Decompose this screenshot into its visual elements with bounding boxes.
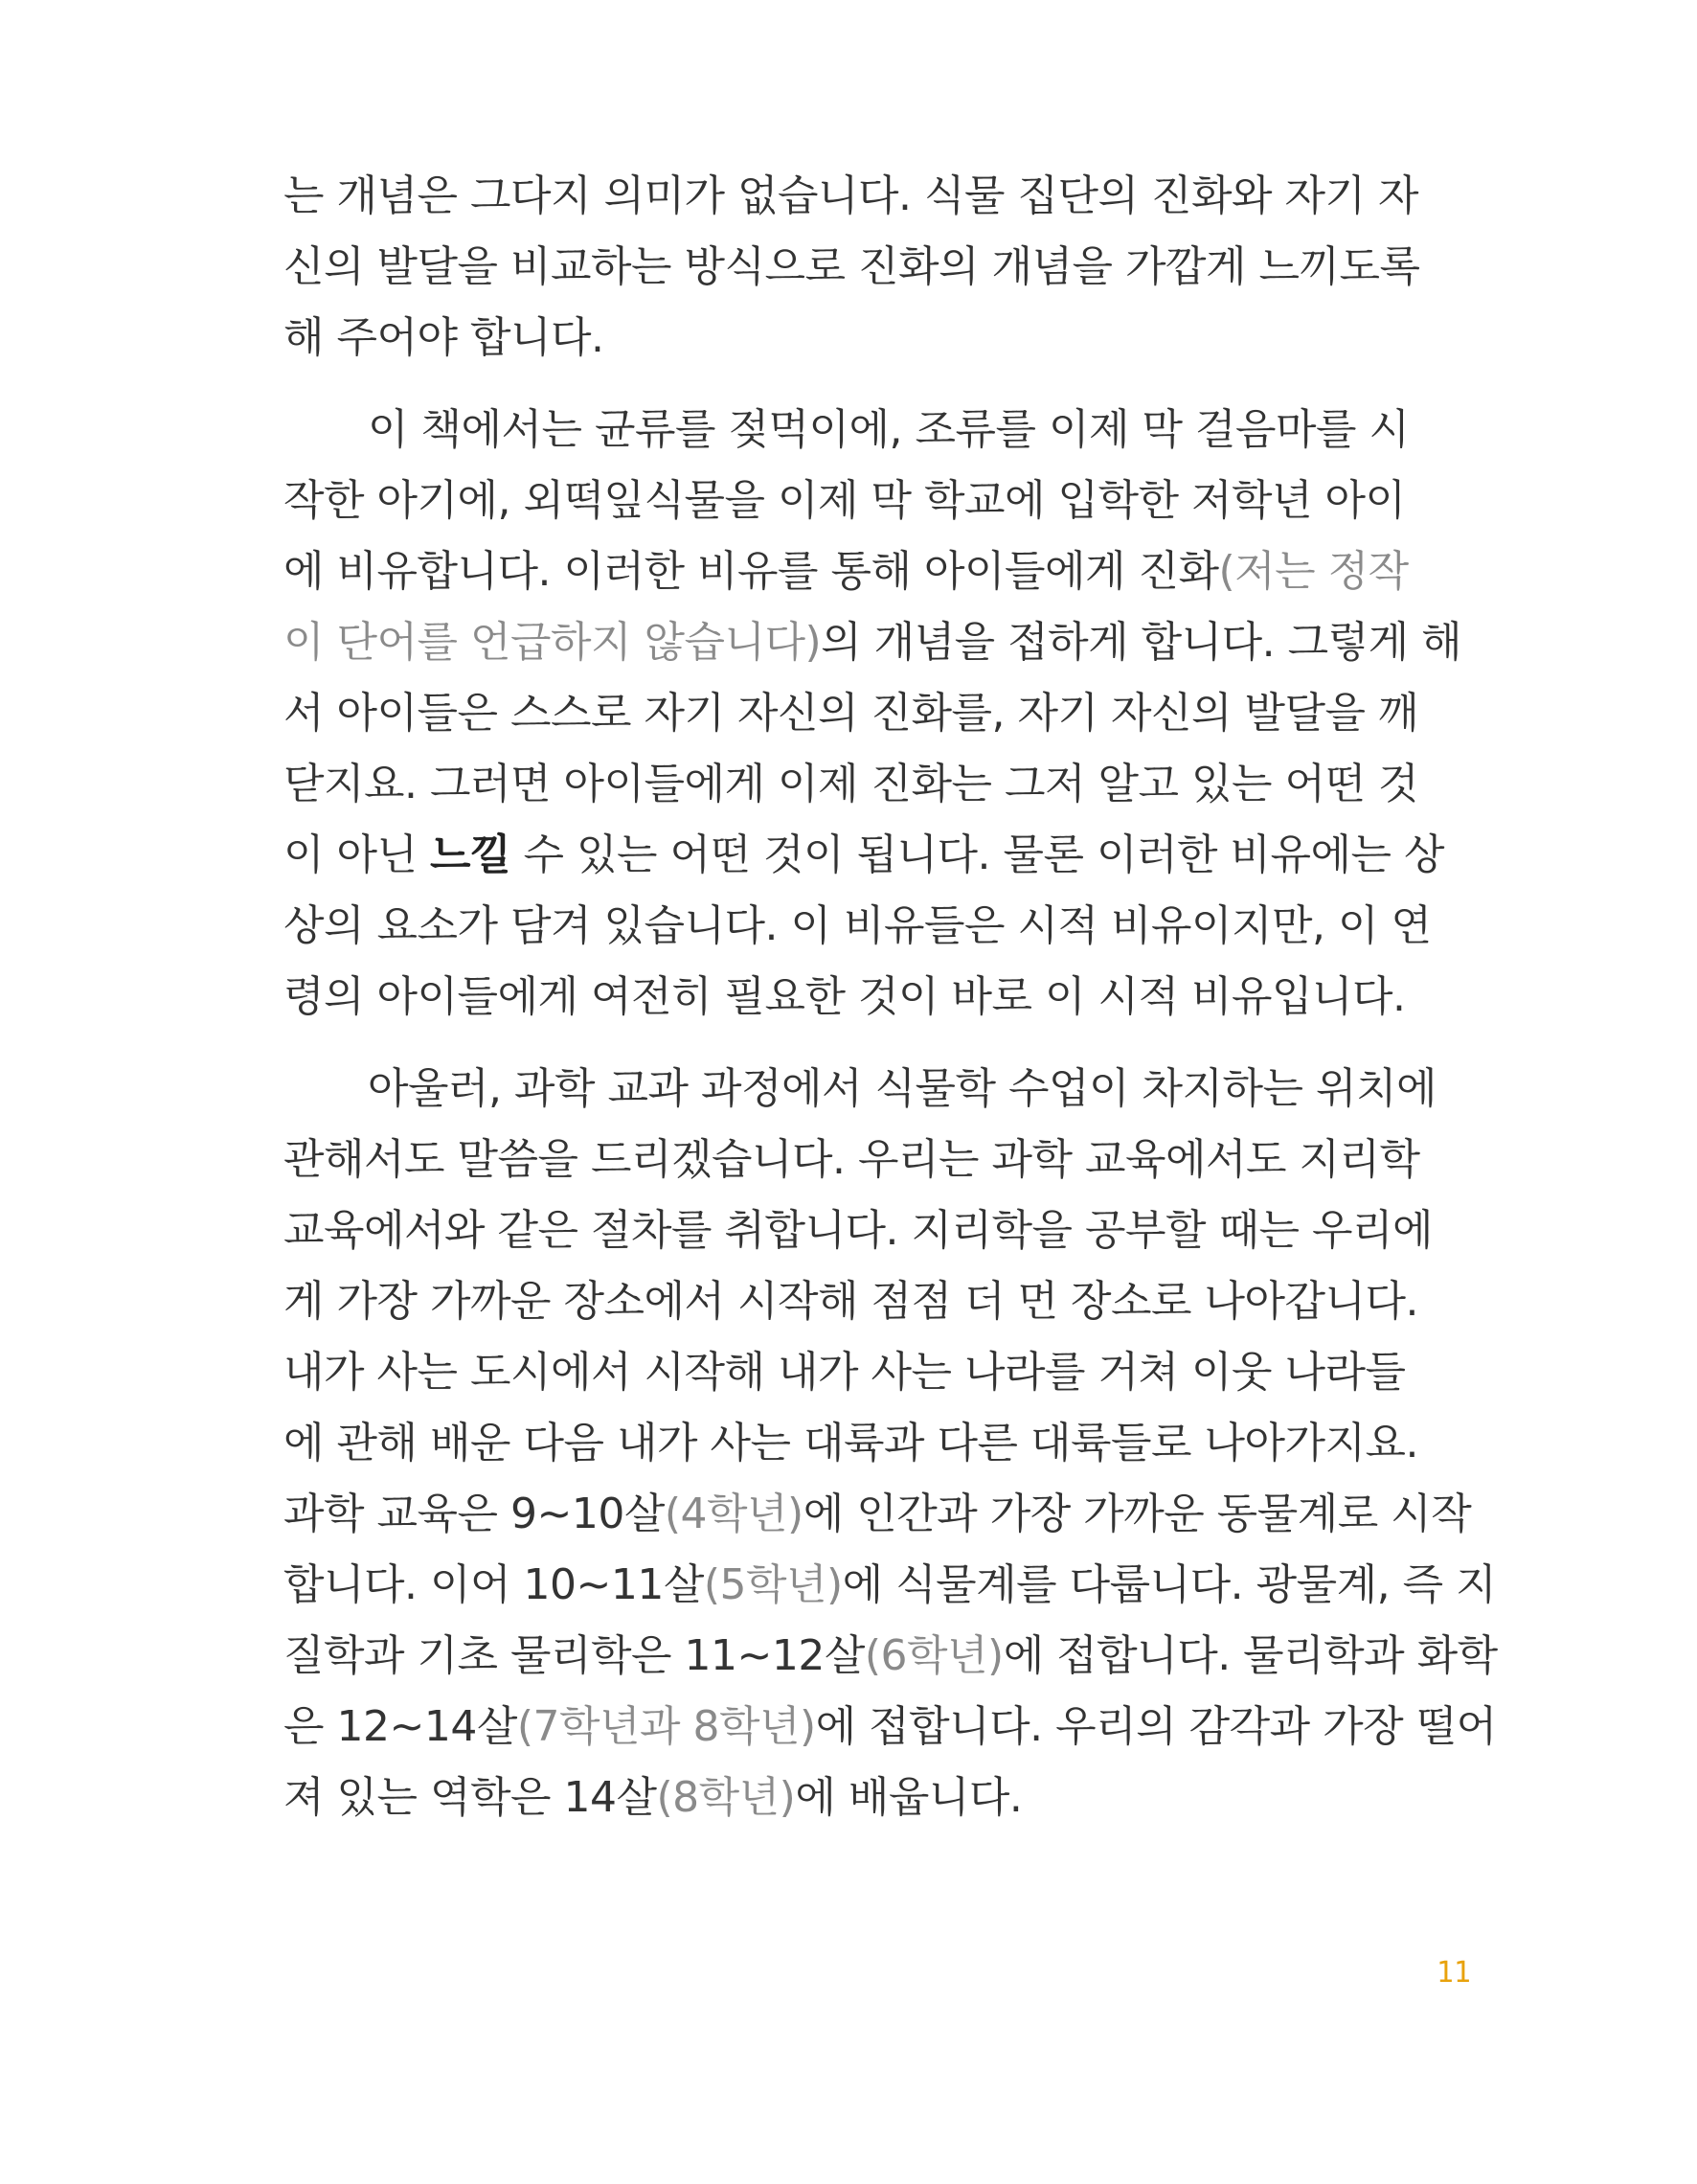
emphasis-text: 느낄 [429, 830, 510, 879]
text-line: 내가 사는 도시에서 시작해 내가 사는 나라를 거쳐 이웃 나라들 [283, 1348, 1406, 1397]
text-line [283, 820, 1461, 891]
paragraph-gap [283, 1033, 1461, 1054]
text-line: 교육에서와 같은 절차를 취합니다. 지리학을 공부할 때는 우리에 [283, 1206, 1433, 1255]
text-line: 에 관해 배운 다음 내가 사는 대륙과 다른 대륙들로 나아가지요. [283, 1419, 1418, 1467]
text-line: 아울러, 과학 교과 과정에서 식물학 수업이 차지하는 위치에 [368, 1064, 1437, 1113]
text-line: 상의 요소가 담겨 있습니다. 이 비유들은 시적 비유이지만, 이 연 [283, 901, 1432, 950]
text-line [283, 1621, 1498, 1692]
text-line: 신의 발달을 비교하는 방식으로 진화의 개념을 가깝게 느끼도록 [283, 242, 1420, 291]
page-number: 11 [1436, 1956, 1471, 1990]
text-line: 는 개념은 그다지 의미가 없습니다. 식물 집단의 진화와 자기 자 [283, 171, 1418, 220]
parenthetical-note: (6학년) [864, 1631, 1004, 1680]
parenthetical-note: 이 단어를 언급하지 않습니다) [283, 618, 822, 667]
text-run: 에 배웁니다. [795, 1773, 1023, 1822]
text-run: 이 아닌 [283, 830, 430, 879]
text-run: 과학 교육은 9~10살 [283, 1490, 665, 1538]
text-line [283, 607, 1461, 678]
text-line: 령의 아이들에게 여전히 필요한 것이 바로 이 시적 비유입니다. [283, 972, 1406, 1021]
text-line: 서 아이들은 스스로 자기 자신의 진화를, 자기 자신의 발달을 깨 [283, 689, 1418, 738]
body-text [283, 161, 1498, 1833]
parenthetical-note: (8학년) [656, 1773, 796, 1822]
text-run: 에 비유합니다. 이러한 비유를 통해 아이들에게 진화 [283, 547, 1219, 596]
text-run: 수 있는 어떤 것이 됩니다. 물론 이러한 비유에는 상 [510, 830, 1444, 879]
text-line: 닫지요. 그러면 아이들에게 이제 진화는 그저 알고 있는 어떤 것 [283, 760, 1418, 808]
text-line [283, 1692, 1497, 1763]
text-line [283, 1763, 1461, 1833]
text-run: 져 있는 역학은 14살 [283, 1773, 657, 1822]
parenthetical-note: (7학년과 8학년) [516, 1702, 816, 1751]
text-line: 작한 아기에, 외떡잎식물을 이제 막 학교에 입학한 저학년 아이 [283, 476, 1406, 525]
text-line: 게 가장 가까운 장소에서 시작해 점점 더 먼 장소로 나아갑니다. [283, 1277, 1418, 1326]
parenthetical-note: (저는 정작 [1218, 547, 1409, 596]
text-line [283, 1479, 1472, 1550]
text-run: 에 접합니다. 우리의 감각과 가장 떨어 [815, 1702, 1497, 1751]
text-line: 관해서도 말씀을 드리겠습니다. 우리는 과학 교육에서도 지리학 [283, 1135, 1420, 1184]
text-run: 합니다. 이어 10~11살 [283, 1560, 704, 1609]
paragraph-gap [283, 374, 1461, 395]
text-line: 해 주어야 합니다. [283, 313, 604, 362]
text-line: 이 책에서는 균류를 젖먹이에, 조류를 이제 막 걸음마를 시 [368, 405, 1410, 454]
text-line [283, 536, 1461, 607]
text-run: 은 12~14살 [283, 1702, 517, 1751]
text-run: 에 접합니다. 물리학과 화학 [1003, 1631, 1498, 1680]
text-run: 에 식물계를 다룹니다. 광물계, 즉 지 [842, 1560, 1497, 1609]
parenthetical-note: (4학년) [664, 1490, 803, 1538]
text-run: 의 개념을 접하게 합니다. 그렇게 해 [821, 618, 1462, 667]
text-run: 질학과 기초 물리학은 11~12살 [283, 1631, 865, 1680]
text-run: 에 인간과 가장 가까운 동물계로 시작 [803, 1490, 1472, 1538]
text-line [283, 1550, 1497, 1621]
parenthetical-note: (5학년) [703, 1560, 843, 1609]
